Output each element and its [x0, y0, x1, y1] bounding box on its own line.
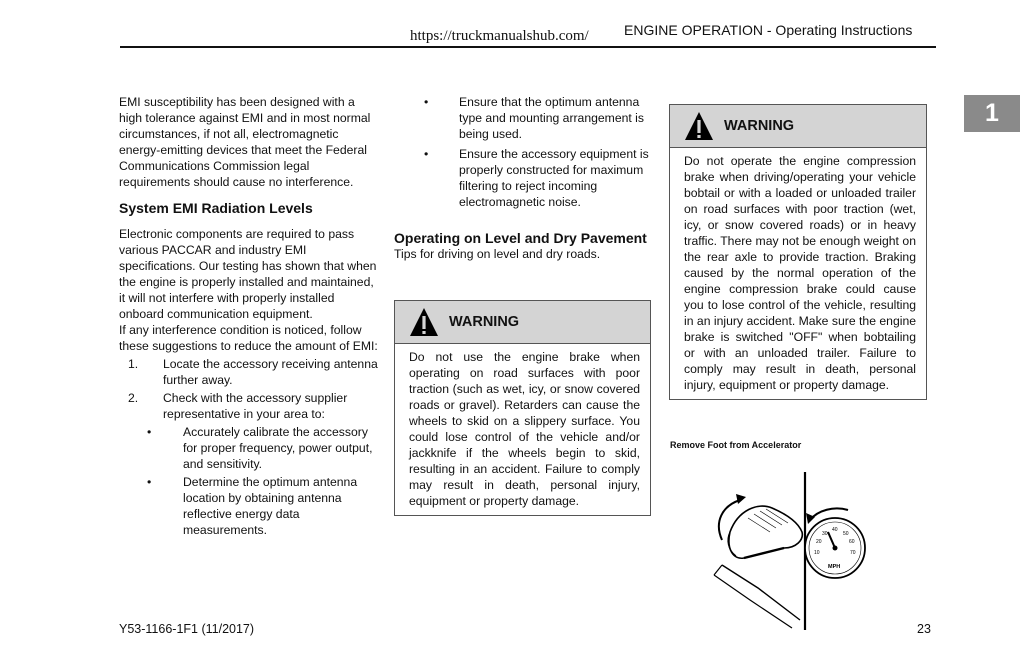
figure-caption: Remove Foot from Accelerator — [670, 440, 802, 450]
emi-levels-paragraph: Electronic components are required to pass various PACCAR and industry EMI specifications. Our testing has shown that when the engine is properly installed and maintained, it will not interfere with properly installed onboard communication equipment. — [119, 227, 377, 321]
header-divider — [120, 46, 936, 48]
warning-text: Do not operate the engine compression brake when driving/operating your vehicle bobtail or with a loaded or unloaded trailer on road surfaces with poor traction (wet, icy, or snow covered roads) or in heavy traffic. There may not be enough weight on the rear axle to provide traction. Braking caused by the normal operation of the engine compression brake could cause you to lose control of the vehicle, resulting in an injury accident. Make sure the engine brake is switched "OFF" when bobtailing or with an unloaded trailer. Failure to comply may result in death, personal injury, equipment or property damage. — [684, 154, 916, 392]
emi-intro-paragraph: EMI susceptibility has been designed with a high tolerance against EMI and in most normal circumstances, if not all, electromagnetic energy-emitting devices that meet the Federal Communications Commission legal requirements should cause no interference. — [119, 95, 371, 189]
column-1 — [119, 94, 381, 538]
gauge-tick-label: 10 — [814, 550, 820, 556]
bullet-text: Ensure the accessory equipment is properly constructed for maximum filtering to reject incoming electromagnetic noise. — [459, 147, 649, 209]
item-number: 2. — [128, 391, 139, 405]
section-title-level-pavement: Operating on Level and Dry Pavement — [394, 230, 647, 246]
gauge-tick-label: 20 — [816, 539, 822, 545]
warning-header — [670, 105, 926, 148]
warning-triangle-icon — [684, 111, 714, 141]
item-text: Locate the accessory receiving antenna further away. — [163, 357, 378, 387]
bullet-item — [119, 424, 381, 472]
warning-triangle-icon — [409, 307, 439, 337]
warning-label: WARNING — [449, 314, 520, 330]
foot-accelerator-illustration — [700, 470, 880, 632]
bullet-text: Accurately calibrate the accessory for proper frequency, power output, and sensitivity. — [183, 425, 373, 471]
warning-label: WARNING — [724, 118, 795, 134]
gauge-tick-label: 70 — [850, 550, 856, 556]
warning-header — [395, 301, 650, 344]
speedometer-gauge — [805, 518, 865, 578]
bullet-dot: • — [424, 95, 429, 109]
warning-box-engine-brake-traction — [394, 300, 651, 516]
shoe-drawing — [728, 506, 802, 558]
gauge-tick-label: 50 — [843, 531, 849, 537]
numbered-item — [119, 390, 381, 422]
item-number: 1. — [128, 357, 139, 371]
gauge-unit-label: MPH — [828, 564, 841, 570]
header-url: https://truckmanualshub.com/ — [410, 28, 589, 44]
bullet-dot: • — [424, 147, 429, 161]
chapter-tab: 1 — [964, 95, 1020, 132]
tips-paragraph: Tips for driving on level and dry roads. — [394, 247, 601, 261]
bullet-item — [394, 94, 652, 142]
bullet-text: Determine the optimum antenna location by obtaining antenna reflective energy data measurements. — [183, 475, 358, 537]
header-title: ENGINE OPERATION - Operating Instructions — [624, 22, 913, 38]
bullet-text: Ensure that the optimum antenna type and mounting arrangement is being used. — [459, 95, 644, 141]
gauge-tick-label: 40 — [832, 527, 838, 533]
interference-paragraph: If any interference condition is noticed, follow these suggestions to reduce the amount of EMI: — [119, 323, 378, 353]
column-2 — [394, 94, 652, 262]
warning-box-compression-brake — [669, 104, 927, 400]
footer-document-id: Y53-1166-1F1 (11/2017) — [119, 622, 255, 636]
bullet-dot: • — [147, 475, 152, 489]
bullet-dot: • — [147, 425, 152, 439]
gauge-tick-label: 60 — [849, 539, 855, 545]
accelerator-pedal — [722, 565, 800, 620]
footer-page-number: 23 — [917, 622, 931, 636]
bullet-item — [394, 146, 652, 210]
numbered-item — [119, 356, 381, 388]
bullet-item — [119, 474, 381, 538]
warning-text: Do not use the engine brake when operating on road surfaces with poor traction (such as wet, icy, or snow covered roads or gravel). Retarders can cause the wheels to skid on a slippery surface. You could lose control of the vehicle and/or jackknife if the wheels begin to skid, resulting in an accident. Failure to comply may result in death, personal injury, equipment or property damage. — [409, 350, 640, 508]
section-title-emi-levels: System EMI Radiation Levels — [119, 200, 313, 216]
item-text: Check with the accessory supplier representative in your area to: — [163, 391, 348, 421]
gauge-tick-label: 30 — [822, 531, 828, 537]
